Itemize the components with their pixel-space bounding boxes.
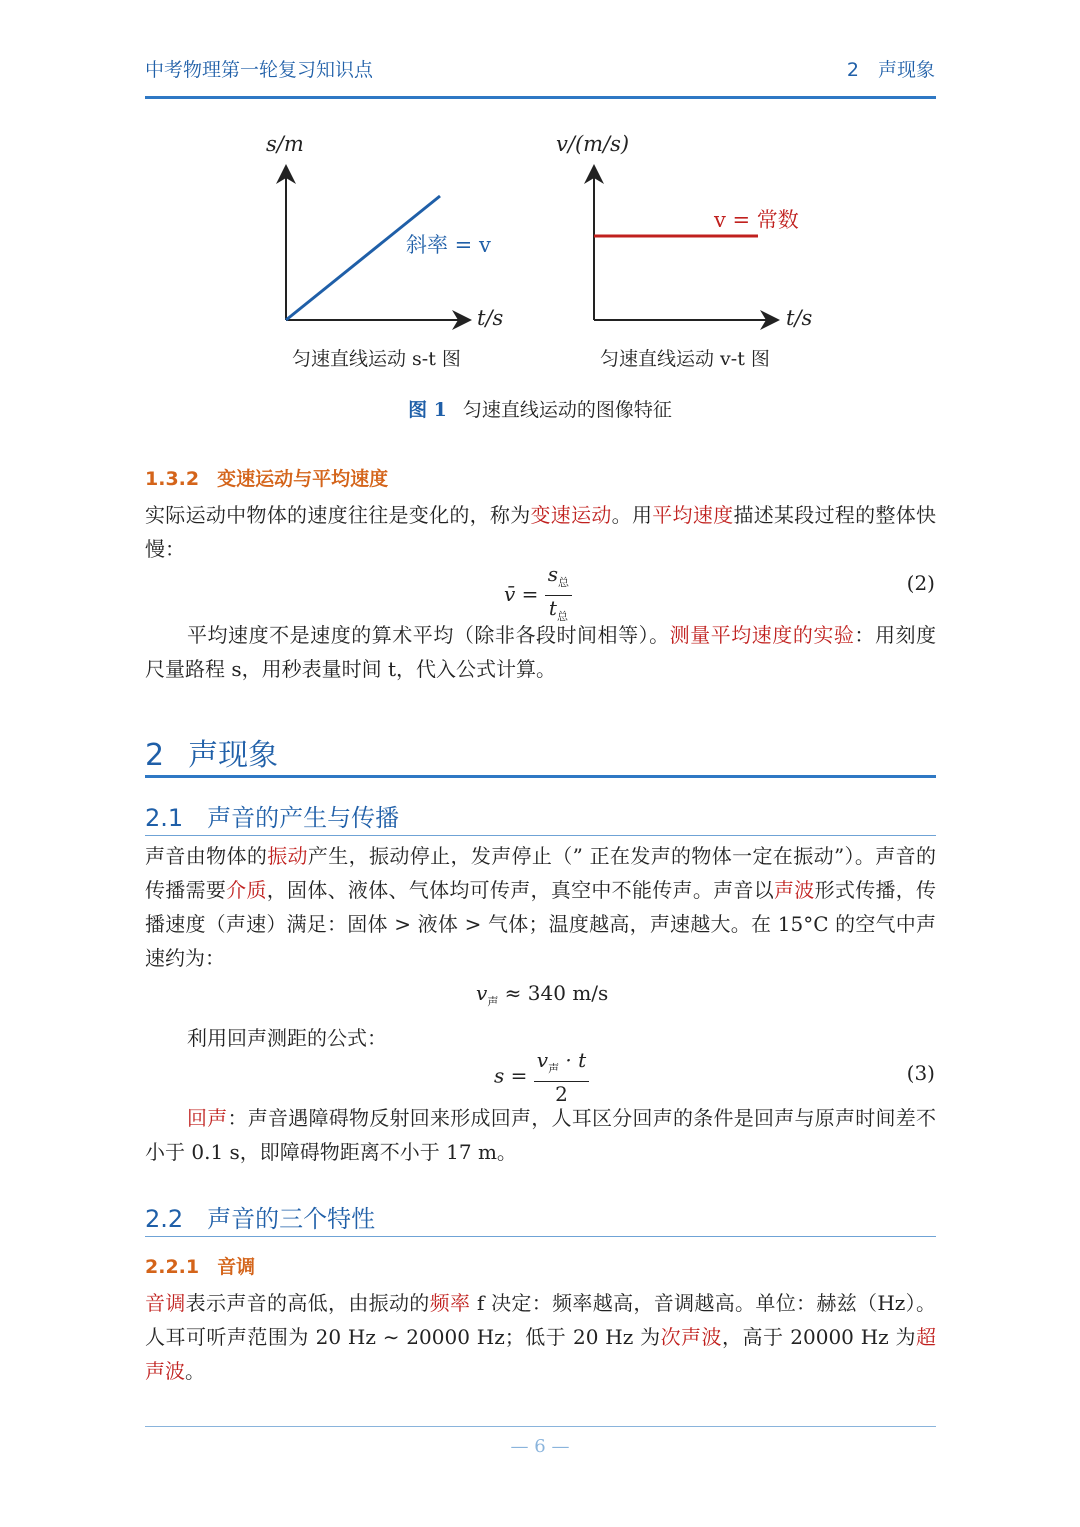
page-number: — 6 — [510,1436,570,1457]
figure-caption [0,395,1080,422]
s-t-slope-label: 斜率 = v [406,233,491,257]
v-t-graph [594,168,776,320]
figure-1 [230,120,850,380]
s-t-caption: 匀速直线运动 s-t 图 [292,348,461,370]
eq2-num-sub: 总 [558,576,570,589]
text: ，固体、液体、气体均可传声，真空中不能传声。声音以 [266,878,775,902]
text: 平均速度不是速度的算术平均（除非各段时间相等）。 [187,623,670,647]
text: 产生，振动停止，发声停止（” 正在发声的物体一定在振动”）。声音的传播需要 [145,844,937,902]
section-title: 声现象 [188,738,279,773]
figure-caption-text: 匀速直线运动的图像特征 [462,399,672,421]
s-t-x-label: t/s [477,306,504,330]
eq3-num-tail: · t [559,1048,587,1072]
subsubsection-title: 变速运动与平均速度 [217,468,389,490]
subsubsection-heading [145,464,406,491]
text: ：声音遇障碍物反射回来形成回声，人耳区分回声的条件是回声与原声时间差不小于 0.1 s，即障碍物距离不小于 17 m。 [145,1106,936,1164]
header-rule [145,96,936,99]
text: 表示声音的高低，由振动的 [185,1291,430,1315]
text: 。用 [611,503,653,527]
eq2-den-sub: 总 [556,610,568,623]
subsection-heading-2-1 [145,798,399,833]
term-speed-experiment: 测量平均速度的实验 [669,623,855,647]
text: 。 [185,1359,205,1383]
eq3-denominator: 2 [555,1082,568,1106]
text: ，高于 20000 Hz 为 [722,1325,917,1349]
eq3-numerator: v [536,1048,549,1072]
paragraph-average-speed-note [145,618,936,686]
subsubsection-number: 2.2.1 [145,1256,200,1278]
footer-rule [145,1426,936,1427]
section-rule [145,775,936,778]
text: 形式传播，传播速度（声速）满足：固体 > 液体 > 气体；温度越高，声速越大。在 15°C 的空气中声速约为： [145,878,937,970]
term-vibration: 振动 [267,844,308,868]
eq3-lhs: s = [494,1063,528,1088]
subsection-number: 2.2 [145,1205,184,1233]
section-heading [145,730,278,774]
term-infrasound: 次声波 [660,1325,723,1349]
text: 声音由物体的 [145,844,268,868]
eq-speed-symbol: v [476,981,488,1005]
paragraph-echo-formula-intro: 利用回声测距的公式： [187,1026,387,1050]
s-t-y-label: s/m [266,132,304,156]
paragraph-variable-motion [145,498,936,566]
running-section: 2 声现象 [846,59,935,81]
subsubsection-title: 音调 [217,1256,256,1278]
eq3-fraction [534,1048,589,1106]
term-pitch: 音调 [145,1291,186,1315]
subsection-rule [145,835,936,836]
term-ultrasound: 超声波 [145,1325,937,1383]
eq2-lhs: v̄ = [504,582,539,606]
figure-caption-label: 图 1 [408,399,447,421]
subsubsection-heading-2-2-1 [145,1252,273,1279]
text: 实际运动中物体的速度往往是变化的，称为 [145,503,531,527]
subsection-heading-2-2 [145,1199,375,1234]
subsection-title: 声音的产生与传播 [207,804,400,832]
equation-3 [494,1048,589,1106]
section-number: 2 [145,738,165,773]
eq2-numerator: s [547,562,559,586]
term-variable-motion: 变速运动 [530,503,612,527]
text: ：用刻度尺量路程 s，用秒表量时间 t，代入公式计算。 [145,623,937,681]
eq2-denominator: t [548,596,557,620]
term-frequency: 频率 [429,1291,471,1315]
term-sound-wave: 声波 [774,878,815,902]
term-echo: 回声 [187,1106,228,1130]
eq-speed-value: ≈ 340 m/s [504,981,609,1005]
eq-speed-sub: 声 [487,995,499,1008]
subsubsection-number: 1.3.2 [145,468,200,490]
subsection-rule [145,1236,936,1237]
equation-number-3: (3) [906,1061,935,1085]
running-title: 中考物理第一轮复习知识点 [145,59,374,81]
eq3-num-sub: 声 [548,1062,560,1075]
paragraph-pitch [145,1286,936,1388]
equation-number-2: (2) [906,571,935,595]
term-medium: 介质 [226,878,267,902]
v-t-caption: 匀速直线运动 v-t 图 [600,348,770,370]
paragraph-echo [145,1101,936,1169]
v-t-const-label: v = 常数 [714,208,799,232]
paragraph-sound-production [145,839,936,975]
text: f 决定：频率越高，音调越高。单位：赫兹（Hz）。人耳可听声范围为 20 Hz ∼ 20000 Hz；低于 20 Hz 为 [145,1291,937,1349]
subsection-title: 声音的三个特性 [207,1205,376,1233]
equation-sound-speed [476,981,608,1009]
subsection-number: 2.1 [145,804,184,832]
v-t-y-label: v/(m/s) [556,132,630,156]
term-average-speed: 平均速度 [652,503,734,527]
text: 描述某段过程的整体快慢： [145,503,937,561]
v-t-x-label: t/s [786,306,813,330]
